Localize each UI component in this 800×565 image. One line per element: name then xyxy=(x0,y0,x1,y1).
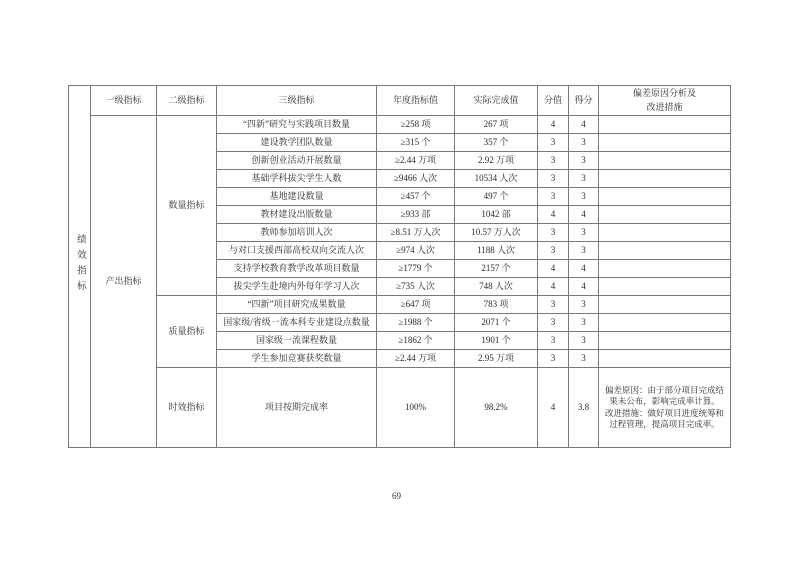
target-cell: ≥9466 人次 xyxy=(377,170,455,188)
target-cell: ≥1779 个 xyxy=(377,260,455,278)
actual-cell: 748 人次 xyxy=(455,278,538,296)
row-group-label: 绩效指标 xyxy=(74,233,85,296)
deviation-cell xyxy=(599,242,731,260)
row-group-cell xyxy=(69,86,91,448)
earned-cell: 3 xyxy=(569,332,599,350)
deviation-cell xyxy=(599,116,731,134)
indicator-cell: 教材建设出版数量 xyxy=(217,206,377,224)
score-cell: 4 xyxy=(538,368,569,448)
header-deviation-line1: 偏差原因分析及 xyxy=(632,88,696,98)
header-target: 年度指标值 xyxy=(377,86,455,116)
indicator-cell: 国家级一流课程数量 xyxy=(217,332,377,350)
score-cell: 3 xyxy=(538,242,569,260)
indicator-cell: 支持学校教育教学改革项目数量 xyxy=(217,260,377,278)
score-cell: 3 xyxy=(538,134,569,152)
deviation-cell xyxy=(599,188,731,206)
earned-cell: 3 xyxy=(569,224,599,242)
deviation-cell xyxy=(599,206,731,224)
deviation-cell xyxy=(599,350,731,368)
deviation-cell xyxy=(599,314,731,332)
deviation-cell xyxy=(599,152,731,170)
deviation-cell xyxy=(599,332,731,350)
earned-cell: 3 xyxy=(569,350,599,368)
header-level3: 三级指标 xyxy=(217,86,377,116)
score-cell: 4 xyxy=(538,278,569,296)
performance-indicator-table xyxy=(68,85,731,448)
target-cell: ≥1988 个 xyxy=(377,314,455,332)
score-cell: 3 xyxy=(538,350,569,368)
table-row xyxy=(69,296,731,314)
earned-cell: 3 xyxy=(569,152,599,170)
indicator-cell: 创新创业活动开展数量 xyxy=(217,152,377,170)
earned-cell: 3 xyxy=(569,296,599,314)
indicator-cell: 与对口支援西部高校双向交流人次 xyxy=(217,242,377,260)
target-cell: ≥1862 个 xyxy=(377,332,455,350)
deviation-cell xyxy=(599,134,731,152)
earned-cell: 4 xyxy=(569,116,599,134)
indicator-cell: 建设教学团队数量 xyxy=(217,134,377,152)
actual-cell: 497 个 xyxy=(455,188,538,206)
actual-cell: 1901 个 xyxy=(455,332,538,350)
score-cell: 3 xyxy=(538,224,569,242)
earned-cell: 3 xyxy=(569,242,599,260)
score-cell: 4 xyxy=(538,206,569,224)
deviation-cell xyxy=(599,368,731,448)
target-cell: ≥2.44 万项 xyxy=(377,152,455,170)
actual-cell: 10534 人次 xyxy=(455,170,538,188)
target-cell: ≥315 个 xyxy=(377,134,455,152)
actual-cell: 357 个 xyxy=(455,134,538,152)
earned-cell: 3 xyxy=(569,314,599,332)
target-cell: ≥2.44 万项 xyxy=(377,350,455,368)
target-cell: ≥974 人次 xyxy=(377,242,455,260)
earned-cell: 3.8 xyxy=(569,368,599,448)
indicator-cell: 基地建设数量 xyxy=(217,188,377,206)
actual-cell: 1188 人次 xyxy=(455,242,538,260)
actual-cell: 2.92 万项 xyxy=(455,152,538,170)
deviation-cell xyxy=(599,260,731,278)
actual-cell: 267 项 xyxy=(455,116,538,134)
header-actual: 实际完成值 xyxy=(455,86,538,116)
actual-cell: 98.2% xyxy=(455,368,538,448)
score-cell: 3 xyxy=(538,170,569,188)
deviation-measure-text: 改进措施：做好项目进度统筹和过程管理，提高项目完成率。 xyxy=(604,407,724,429)
score-cell: 3 xyxy=(538,314,569,332)
table-header-row xyxy=(69,86,731,116)
score-cell: 4 xyxy=(538,116,569,134)
deviation-cell xyxy=(599,296,731,314)
earned-cell: 4 xyxy=(569,278,599,296)
deviation-cell xyxy=(599,224,731,242)
target-cell: ≥735 人次 xyxy=(377,278,455,296)
actual-cell: 2.95 万项 xyxy=(455,350,538,368)
indicator-cell: “四新”研究与实践项目数量 xyxy=(217,116,377,134)
earned-cell: 3 xyxy=(569,188,599,206)
target-cell: 100% xyxy=(377,368,455,448)
indicator-cell: 国家级/省级一流本科专业建设点数量 xyxy=(217,314,377,332)
indicator-cell: “四新”项目研究成果数量 xyxy=(217,296,377,314)
header-deviation xyxy=(599,86,731,116)
deviation-reason-text: 偏差原因：由于部分项目完成结果未公布，影响完成率计算。 xyxy=(604,384,724,407)
earned-cell: 4 xyxy=(569,260,599,278)
header-level1: 一级指标 xyxy=(91,86,157,116)
indicator-cell: 教师参加培训人次 xyxy=(217,224,377,242)
deviation-cell xyxy=(599,278,731,296)
section-quality-cell: 质量指标 xyxy=(157,296,217,368)
actual-cell: 10.57 万人次 xyxy=(455,224,538,242)
target-cell: ≥8.51 万人次 xyxy=(377,224,455,242)
actual-cell: 783 项 xyxy=(455,296,538,314)
table-row xyxy=(69,116,731,134)
earned-cell: 3 xyxy=(569,134,599,152)
actual-cell: 2157 个 xyxy=(455,260,538,278)
header-score: 分值 xyxy=(538,86,569,116)
actual-cell: 2071 个 xyxy=(455,314,538,332)
section-timeliness-cell: 时效指标 xyxy=(157,368,217,448)
earned-cell: 3 xyxy=(569,170,599,188)
actual-cell: 1042 部 xyxy=(455,206,538,224)
score-cell: 4 xyxy=(538,260,569,278)
indicator-cell: 基础学科拔尖学生人数 xyxy=(217,170,377,188)
header-level2: 二级指标 xyxy=(157,86,217,116)
earned-cell: 4 xyxy=(569,206,599,224)
score-cell: 3 xyxy=(538,296,569,314)
deviation-cell xyxy=(599,170,731,188)
score-cell: 3 xyxy=(538,188,569,206)
indicator-cell: 学生参加竞赛获奖数量 xyxy=(217,350,377,368)
level1-cell: 产出指标 xyxy=(91,116,157,448)
header-earned: 得分 xyxy=(569,86,599,116)
target-cell: ≥647 项 xyxy=(377,296,455,314)
score-cell: 3 xyxy=(538,332,569,350)
target-cell: ≥933 部 xyxy=(377,206,455,224)
target-cell: ≥457 个 xyxy=(377,188,455,206)
table-row xyxy=(69,368,731,448)
page-number: 69 xyxy=(392,491,401,501)
section-quantity-cell: 数量指标 xyxy=(157,116,217,296)
header-deviation-line2: 改进措施 xyxy=(646,101,683,112)
target-cell: ≥258 项 xyxy=(377,116,455,134)
score-cell: 3 xyxy=(538,152,569,170)
indicator-cell: 拔尖学生赴境内外每年学习人次 xyxy=(217,278,377,296)
indicator-cell: 项目按期完成率 xyxy=(217,368,377,448)
